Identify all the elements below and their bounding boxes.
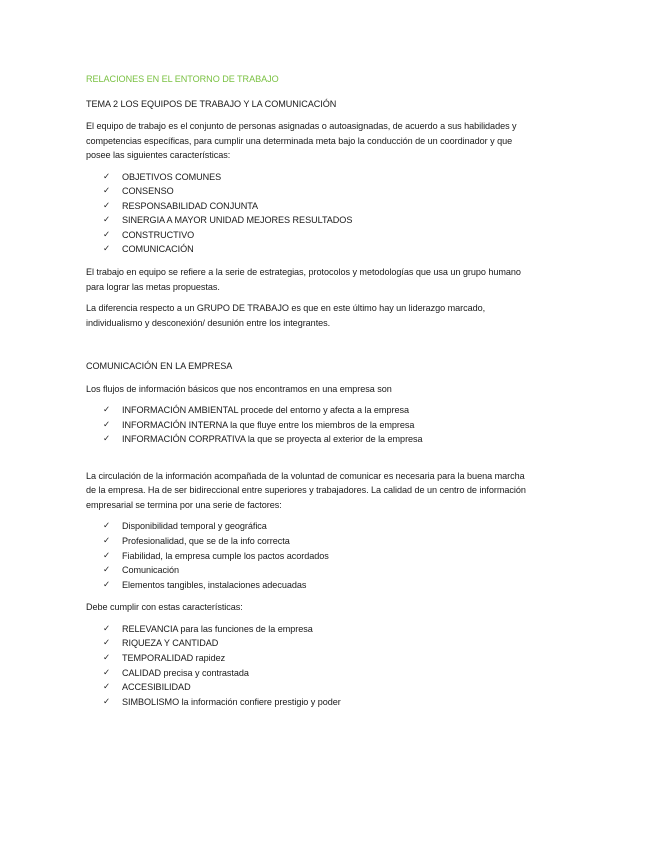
section1-para3: La diferencia respecto a un GRUPO DE TRABAJO es que en este último hay un liderazgo marcado, individualismo y desconexión/ desunión entre los integrantes. [86,303,486,328]
list-item-text: SINERGIA A MAYOR UNIDAD MEJORES RESULTADOS [122,215,353,226]
checkmark-icon: ✓ [103,579,111,590]
list-item [103,563,526,578]
document-title: RELACIONES EN EL ENTORNO DE TRABAJO [86,74,279,84]
section2-para2: La circulación de la información acompañada de la voluntad de comunicar es necesaria para la buena marcha de la empresa. Ha de ser bidireccional entre superiores y trabajadores. La calidad de un centro de información empresarial se termina por una serie de factores: [86,470,526,510]
list-item-text: ACCESIBILIDAD [122,682,191,693]
checkmark-icon: ✓ [103,696,111,707]
list-item-text: RESPONSABILIDAD CONJUNTA [122,200,259,211]
list-item [103,695,526,710]
list-item [103,228,526,243]
checkmark-icon: ✓ [103,405,111,416]
section2-heading: COMUNICACIÓN EN LA EMPRESA [86,361,233,372]
document-body [86,72,526,717]
section2-intro: Los flujos de información básicos que nos encontramos en una empresa son [86,383,392,394]
section1-intro: El equipo de trabajo es el conjunto de personas asignadas o autoasignadas, de acuerdo a sus habilidades y competencias específicas, para cumplir una determinada meta bajo la conducción de un coordinador y que posee las siguientes características: [86,121,517,160]
list-item [103,534,526,549]
checkmark-icon: ✓ [103,682,111,693]
checkmark-icon: ✓ [103,171,111,182]
list-item-text: Profesionalidad, que se de la info correcta [122,535,290,546]
section2-flow-list [86,403,526,447]
checkmark-icon: ✓ [103,623,111,634]
spacer [86,337,526,359]
list-item-text: Comunicación [122,565,180,576]
list-item [103,622,526,637]
list-item [103,242,526,257]
checkmark-icon: ✓ [103,434,111,445]
list-item-text: INFORMACIÓN INTERNA la que fluye entre los miembros de la empresa [122,419,415,430]
list-item [103,651,526,666]
list-item [103,418,526,433]
checkmark-icon: ✓ [103,419,111,430]
list-item [103,184,526,199]
list-item-text: Elementos tangibles, instalaciones adecuadas [122,579,307,590]
list-item-text: OBJETIVOS COMUNES [122,171,222,182]
section2-factors-list [86,519,526,592]
list-item [103,170,526,185]
checkmark-icon: ✓ [103,215,111,226]
checkmark-icon: ✓ [103,550,111,561]
section2-para3: Debe cumplir con estas características: [86,602,243,613]
list-item [103,549,526,564]
list-item [103,403,526,418]
list-item-text: INFORMACIÓN AMBIENTAL procede del entorno y afecta a la empresa [122,405,409,416]
list-item [103,666,526,681]
checkmark-icon: ✓ [103,535,111,546]
list-item [103,680,526,695]
list-item-text: RELEVANCIA para las funciones de la empresa [122,623,313,634]
checkmark-icon: ✓ [103,244,111,255]
list-item [103,578,526,593]
list-item-text: SIMBOLISMO la información confiere prestigio y poder [122,696,341,707]
checkmark-icon: ✓ [103,229,111,240]
section2-characteristics-list [86,622,526,710]
list-item [103,432,526,447]
checkmark-icon: ✓ [103,521,111,532]
list-item [103,636,526,651]
list-item-text: RIQUEZA Y CANTIDAD [122,638,219,649]
checkmark-icon: ✓ [103,200,111,211]
checkmark-icon: ✓ [103,653,111,663]
list-item [103,199,526,214]
list-item-text: INFORMACIÓN CORPRATIVA la que se proyecta al exterior de la empresa [122,434,423,445]
section1-para2: El trabajo en equipo se refiere a la serie de estrategias, protocolos y metodologías que usa un grupo humano para lograr las metas propuestas. [86,267,521,292]
list-item-text: CONSENSO [122,186,174,197]
checkmark-icon: ✓ [103,186,111,197]
section1-list [86,170,526,258]
list-item-text: CALIDAD precisa y contrastada [122,667,249,678]
list-item-text: Disponibilidad temporal y geográfica [122,521,267,532]
list-item-text: Fiabilidad, la empresa cumple los pactos acordados [122,550,329,561]
checkmark-icon: ✓ [103,667,111,678]
section1-heading: TEMA 2 LOS EQUIPOS DE TRABAJO Y LA COMUNICACIÓN [86,98,337,109]
list-item-text: TEMPORALIDAD rapidez [122,653,226,663]
checkmark-icon: ✓ [103,638,111,649]
list-item [103,213,526,228]
list-item [103,519,526,534]
list-item-text: COMUNICACIÓN [122,244,194,255]
spacer [86,455,526,469]
checkmark-icon: ✓ [103,565,111,576]
list-item-text: CONSTRUCTIVO [122,229,195,240]
